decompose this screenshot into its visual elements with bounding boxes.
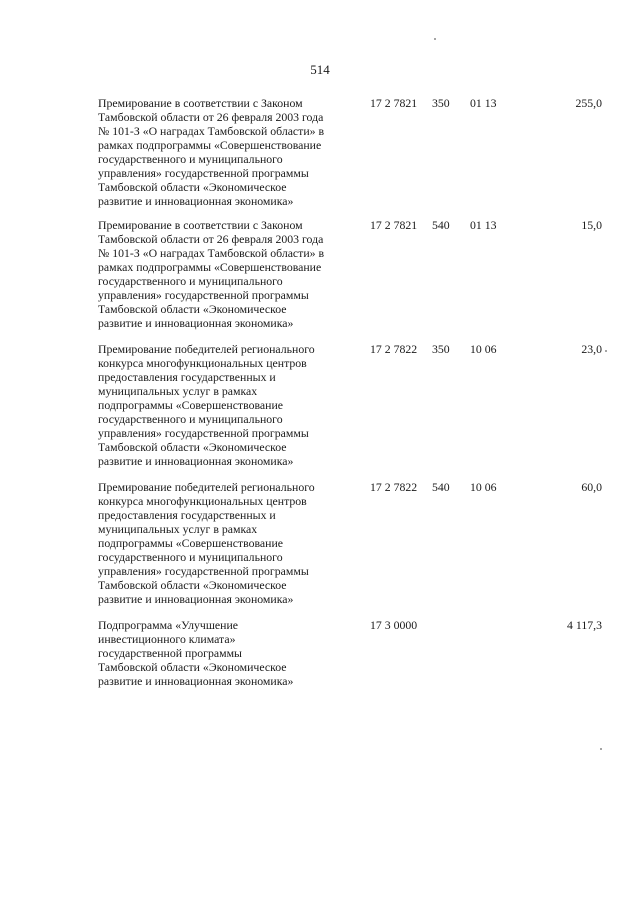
expense-type-code: 540 [432, 218, 450, 232]
section-code: 01 13 [470, 96, 497, 110]
expense-type-code: 540 [432, 480, 450, 494]
amount: 4 117,3 [567, 618, 602, 632]
page-number: 514 [310, 62, 330, 77]
row-description: Премирование победителей регионального конкурса многофункциональных центров предоставления государственных и муниципальных услуг в рамках подпрограммы «Совершенствование государственного и муниципального управления» государственной программы Тамбовской области «Экономическое развитие и инновационная экономика» [98, 480, 315, 606]
row-description: Премирование победителей регионального конкурса многофункциональных центров предоставления государственных и муниципальных услуг в рамках подпрограммы «Совершенствование государственного и муниципального управления» государственной программы Тамбовской области «Экономическое развитие и инновационная экономика» [98, 342, 315, 468]
amount: 255,0 [575, 96, 602, 110]
target-article-code: 17 2 7822 [370, 480, 418, 494]
row-description: Премирование в соответствии с Законом Тамбовской области от 26 февраля 2003 года № 101-З «О наградах Тамбовской области» в рамках подпрограммы «Совершенствование государственного и муниципального управления» государственной программы Тамбовской области «Экономическое развитие и инновационная экономика» [98, 96, 325, 208]
section-code: 10 06 [470, 342, 497, 356]
expense-type-code: 350 [432, 342, 450, 356]
amount: 23,0 [581, 342, 602, 356]
section-code: 01 13 [470, 218, 497, 232]
amount: 60,0 [581, 480, 602, 494]
scan-speck [600, 748, 602, 750]
target-article-code: 17 2 7821 [370, 96, 418, 110]
expense-type-code: 350 [432, 96, 450, 110]
target-article-code: 17 2 7822 [370, 342, 418, 356]
section-code: 10 06 [470, 480, 497, 494]
target-article-code: 17 3 0000 [370, 618, 418, 632]
row-description: Подпрограмма «Улучшение инвестиционного климата» государственной программы Тамбовской области «Экономическое развитие и инновационная экономика» [98, 618, 294, 688]
target-article-code: 17 2 7821 [370, 218, 418, 232]
scan-speck [434, 38, 436, 40]
row-description: Премирование в соответствии с Законом Тамбовской области от 26 февраля 2003 года № 101-З «О наградах Тамбовской области» в рамках подпрограммы «Совершенствование государственного и муниципального управления» государственной программы Тамбовской области «Экономическое развитие и инновационная экономика» [98, 218, 325, 330]
amount: 15,0 [581, 218, 602, 232]
scan-speck [605, 350, 607, 352]
